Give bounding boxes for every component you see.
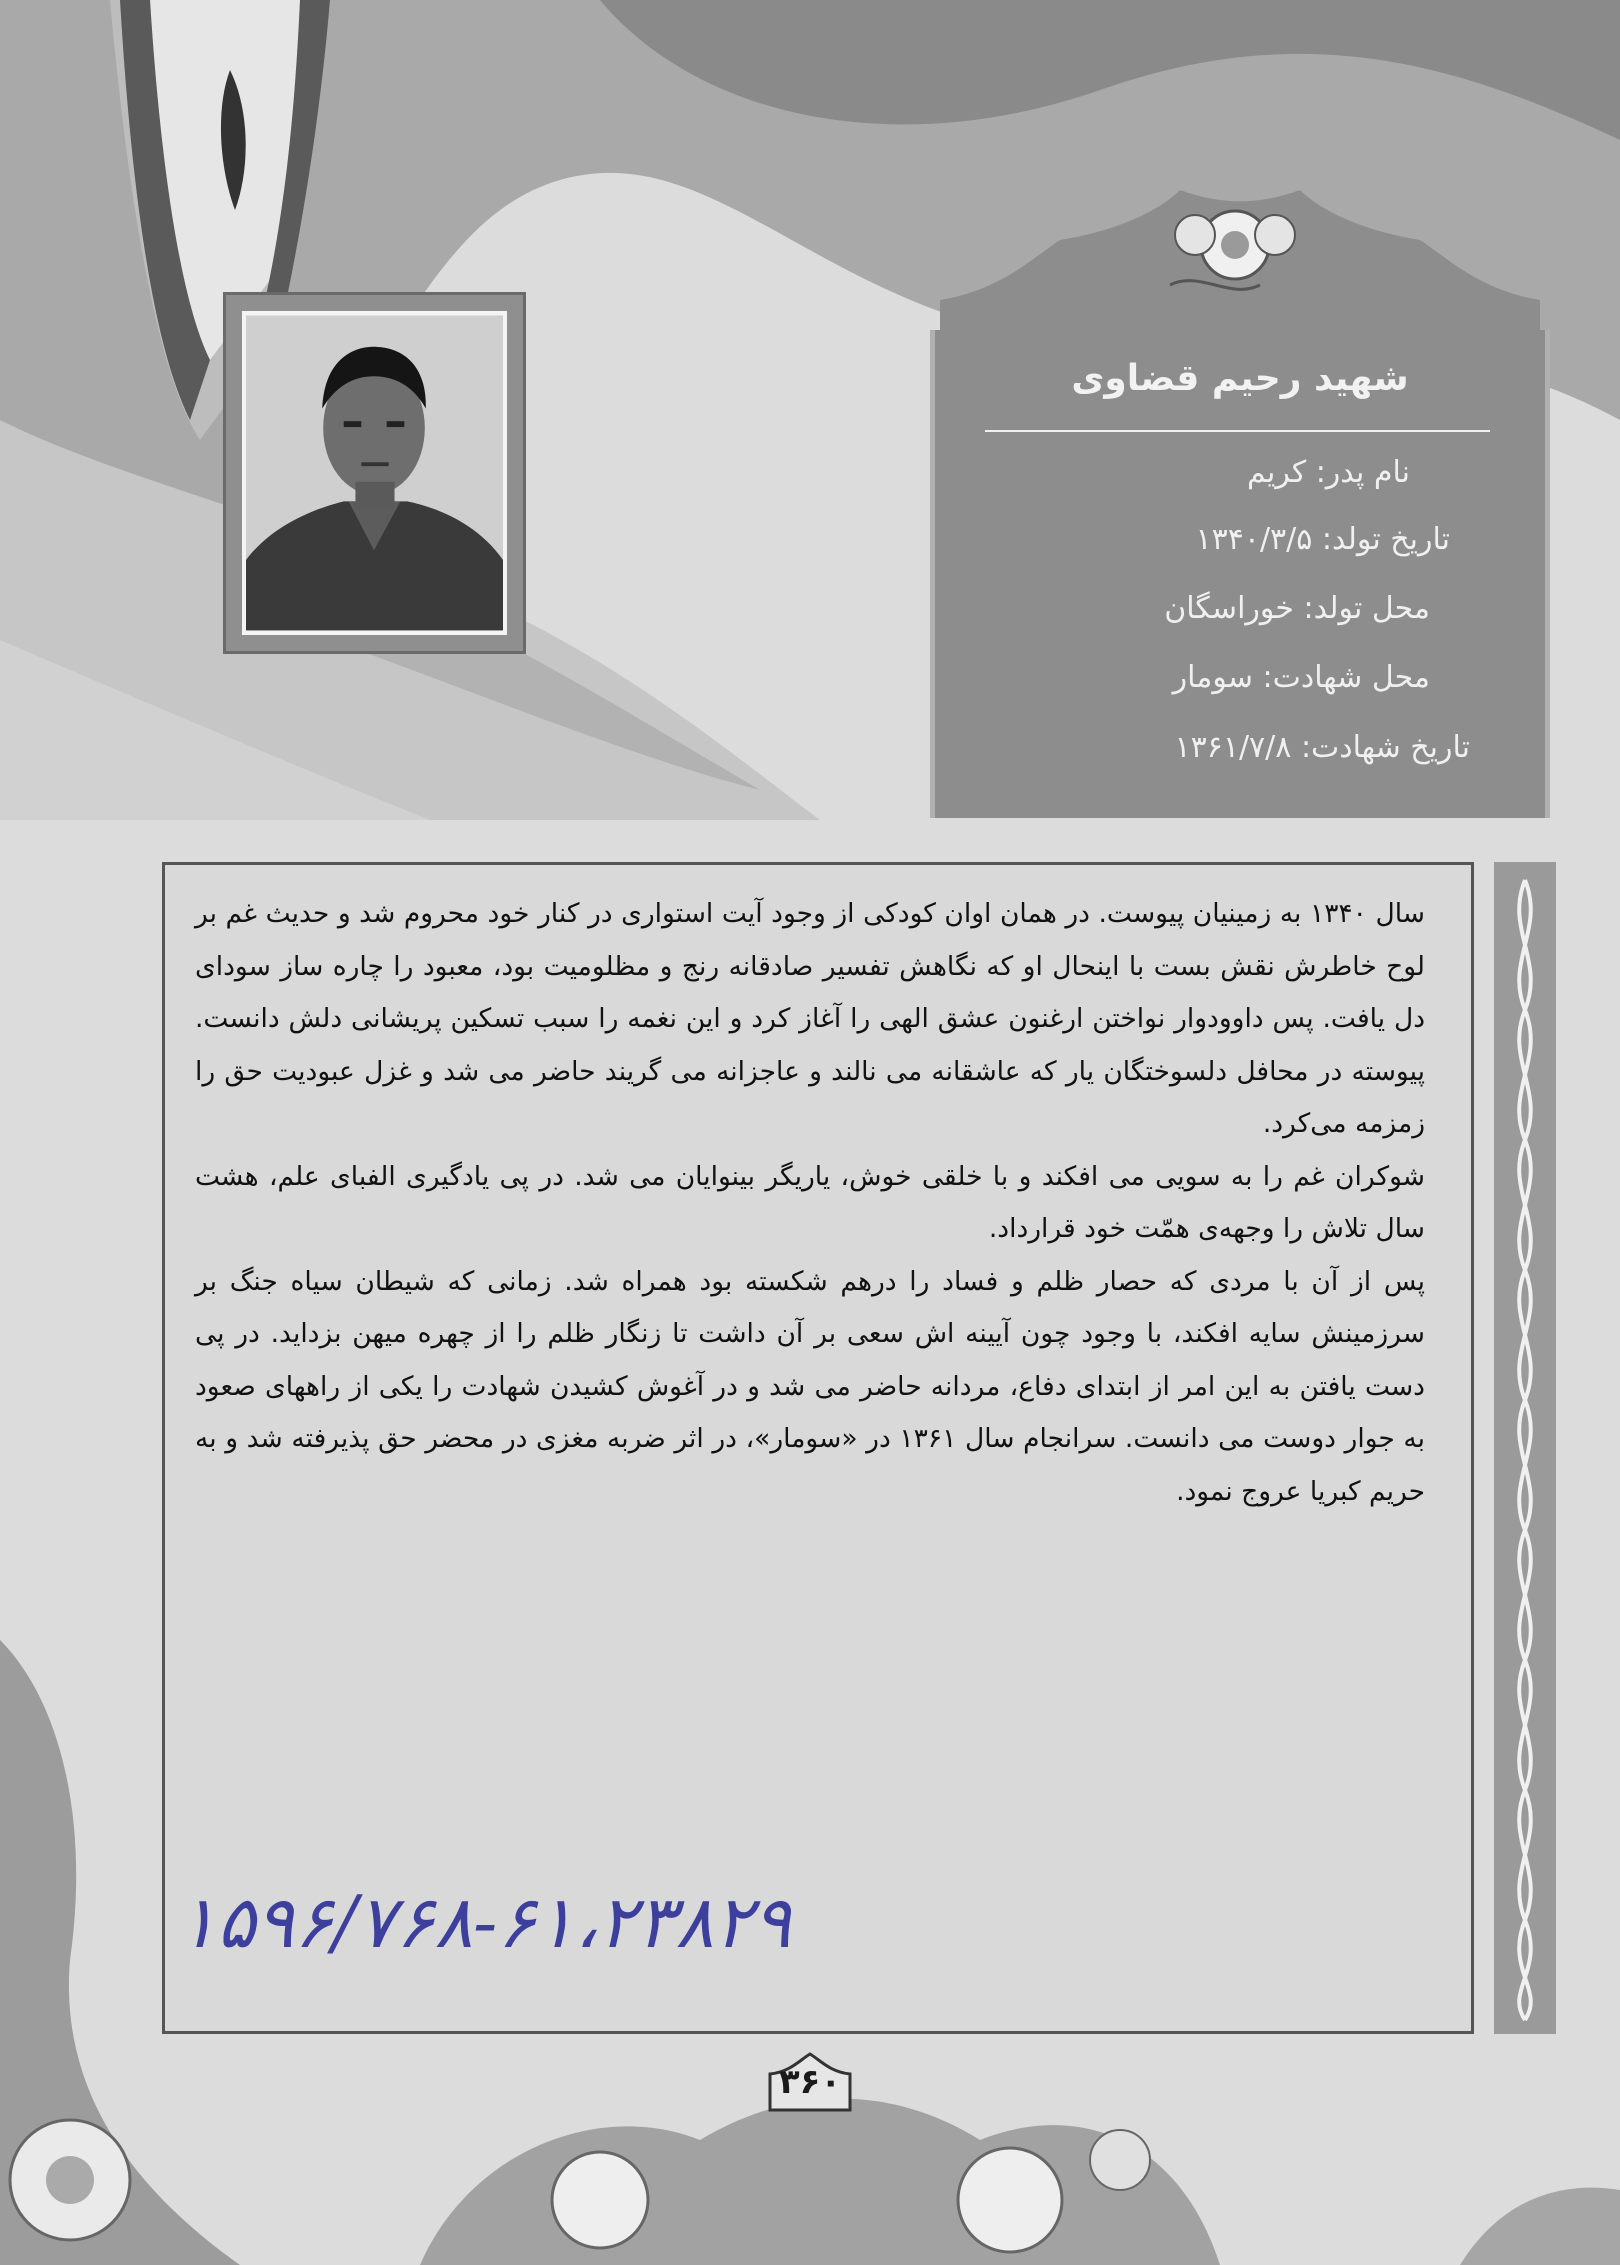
biography-paragraph: پس از آن با مردی که حصار ظلم و فساد را درهم شکسته بود همراه شد. زمانی که شیطان سیاه جنگ بر سرزمینش سایه افکند، با وجود چون آیینه اش سعی بر آن داشت تا زنگار ظلم را از چهره میهن بزداید. در پی دست یافتن به این امر از ابتدای دفاع، مردانه حاضر می شد و در آغوش کشیدن شهادت را یکی از راههای صعود به جوار دوست می دانست. سرانجام سال ۱۳۶۱ در «سومار»، در اثر ضربه مغزی در محضر حق پذیرفته شد و به حریم کبریا عروج نمود. [195,1265,1425,1507]
martyrdom-date: تاریخ شهادت: ۱۳۶۱/۷/۸ [1174,730,1470,765]
panel-arch [930,180,1550,340]
portrait-photo [242,311,507,635]
father-name: نام پدر: کریم [1247,455,1410,490]
portrait-image [246,315,503,631]
martyr-info-panel [930,330,1550,818]
handwritten-archive-number: ۱۵۹۶/۷۶۸-۶۱،۲۳۸۲۹ [178,1880,792,1964]
martyrdom-place: محل شهادت: سومار [1172,660,1430,695]
decorative-border [1494,862,1556,2034]
martyr-name-title: شهید رحیم قضاوی [1071,358,1409,399]
biography-paragraph: سال ۱۳۴۰ به زمینیان پیوست. در همان اوان کودکی از وجود آیت استواری در کنار خود محروم شد و حدیث غم بر لوح خاطرش نقش بست با اینحال او که نگاهش تفسیر صادقانه رنج و مظلومیت بود، معبود را چاره ساز سودای دل یافت. پس داوودوار نواختن ارغنون عشق الهی را آغاز کرد و این نغمه را سبب تسکین پریشانی دلش دانست. پیوسته در محافل دلسوختگان یار که عاشقانه می نالند و عاجزانه می گریند حاضر می شد و غزل عبودیت حق را زمزمه می‌کرد. [195,898,1425,1139]
birth-date: تاریخ تولد: ۱۳۴۰/۳/۵ [1195,522,1450,557]
page-number: ۳۶۰ [778,2062,842,2102]
portrait-frame [223,292,526,654]
biography-paragraph: شوکران غم را به سویی می افکند و با خلقی خوش، یاریگر بینوایان می شد. در پی یادگیری الفبای علم، هشت سال تلاش را وجهه‌ی همّت خود قرارداد. [195,1160,1425,1244]
biography-text [195,888,1425,1518]
title-divider [985,430,1490,432]
birth-place: محل تولد: خوراسگان [1164,591,1430,626]
